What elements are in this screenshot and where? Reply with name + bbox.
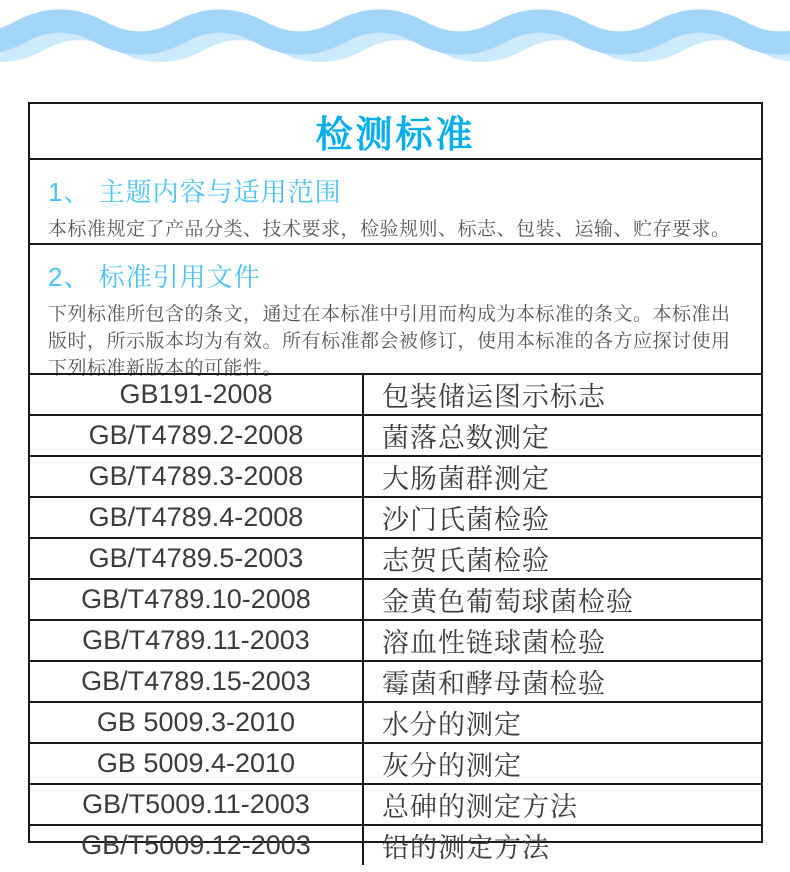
section-references-body: 下列标准所包含的条文，通过在本标准中引用而构成为本标准的条文。本标准出版时，所示版本均为有效。所有标准都会被修订，使用本标准的各方应探讨使用下列标准新版本的可能性。	[48, 304, 731, 379]
standard-code-cell: GB/T4789.11-2003	[30, 621, 364, 660]
table-row	[30, 455, 761, 496]
standard-name-cell: 大肠菌群测定	[382, 464, 550, 494]
standard-code-cell: GB/T4789.5-2003	[30, 539, 364, 578]
table-row	[30, 496, 761, 537]
standard-name-cell: 菌落总数测定	[382, 423, 550, 453]
standard-name-cell: 金黄色葡萄球菌检验	[382, 587, 634, 617]
section-references	[30, 245, 761, 379]
standard-code-cell: GB191-2008	[30, 375, 364, 414]
standard-name-cell: 溶血性链球菌检验	[382, 628, 606, 658]
table-row	[30, 578, 761, 619]
standard-code-cell: GB 5009.3-2010	[30, 703, 364, 742]
standard-code-cell: GB/T4789.3-2008	[30, 457, 364, 496]
standard-code-cell: GB/T4789.4-2008	[30, 498, 364, 537]
standard-name-cell: 霉菌和酵母菌检验	[382, 669, 606, 699]
standard-name-cell: 沙门氏菌检验	[382, 505, 550, 535]
section-scope-heading: 1、 主题内容与适用范围	[48, 177, 342, 207]
standard-code-cell: GB/T5009.12-2003	[30, 826, 364, 865]
standard-name-cell: 包装储运图示标志	[382, 382, 606, 412]
table-row	[30, 414, 761, 455]
table-row	[30, 373, 761, 414]
page-title: 检测标准	[30, 104, 761, 160]
standard-code-cell: GB/T4789.15-2003	[30, 662, 364, 701]
table-row	[30, 619, 761, 660]
wave-decoration	[0, 0, 790, 80]
standards-table	[30, 373, 761, 865]
section-scope	[30, 160, 761, 245]
standard-name-cell: 志贺氏菌检验	[382, 546, 550, 576]
standard-name-cell: 灰分的测定	[382, 751, 522, 781]
section-scope-body: 本标准规定了产品分类、技术要求，检验规则、标志、包装、运输、贮存要求。	[48, 219, 731, 240]
standard-name-cell: 水分的测定	[382, 710, 522, 740]
standards-card	[28, 102, 763, 863]
standard-code-cell: GB/T4789.10-2008	[30, 580, 364, 619]
standard-code-cell: GB/T4789.2-2008	[30, 416, 364, 455]
table-row	[30, 701, 761, 742]
section-references-heading: 2、 标准引用文件	[48, 262, 261, 292]
table-row	[30, 660, 761, 701]
table-row	[30, 783, 761, 824]
standard-code-cell: GB 5009.4-2010	[30, 744, 364, 783]
table-row	[30, 742, 761, 783]
standard-code-cell: GB/T5009.11-2003	[30, 785, 364, 824]
standard-name-cell: 铅的测定方法	[382, 833, 550, 863]
table-row	[30, 824, 761, 865]
table-row	[30, 537, 761, 578]
standard-name-cell: 总砷的测定方法	[382, 792, 578, 822]
